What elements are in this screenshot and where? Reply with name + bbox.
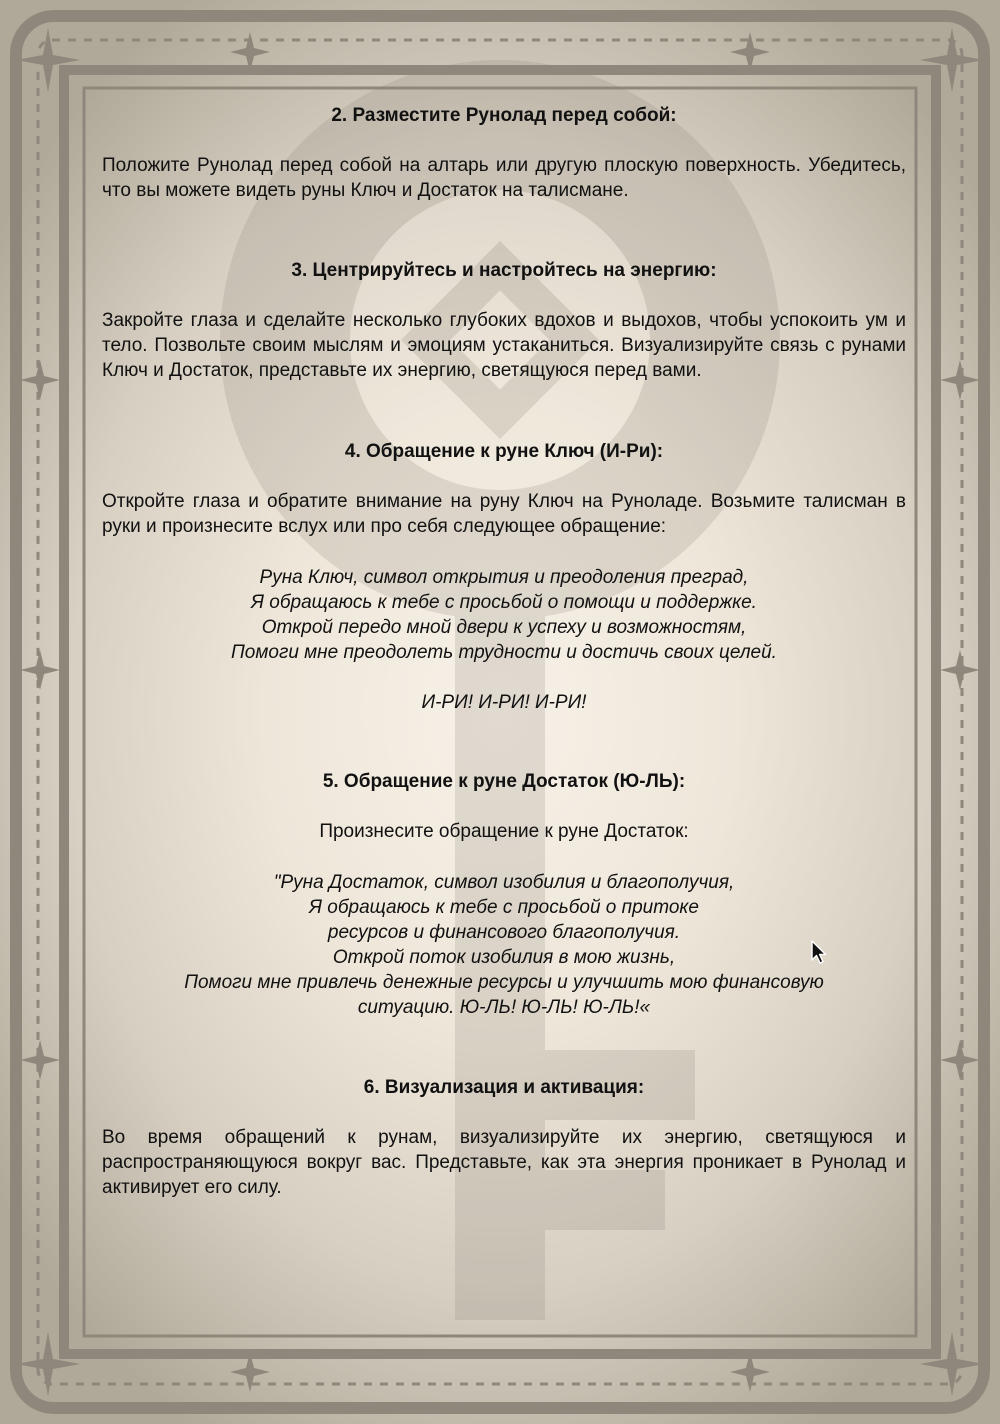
poem-line: ситуацию. Ю-ЛЬ! Ю-ЛЬ! Ю-ЛЬ!« [357,997,651,1018]
poem-line: Руна Ключ, символ открытия и преодоления преград, [259,567,749,588]
poem-line: Открой поток изобилия в мою жизнь, [332,947,676,968]
section-5-intro: Произнесите обращение к руне Достаток: [319,821,689,842]
section-6-paragraph: Во время обращений к рунам, визуализируйте их энергию, светящуюся и распространяющуюся вокруг вас. Представьте, как эта энергия проникает в Рунолад и активирует его силу. [102,1127,906,1198]
section-3-heading: 3. Центрируйтесь и настройтесь на энергию: [291,260,717,281]
poem-line: Я обращаюсь к тебе с просьбой о притоке [309,897,699,918]
section-4-poem [102,565,906,665]
poem-line: ресурсов и финансового благополучия. [327,922,681,943]
mouse-cursor-icon [810,940,828,966]
section-4-paragraph: Откройте глаза и обратите внимание на руну Ключ на Руноладе. Возьмите талисман в руки и произнесите вслух или про себя следующее обращение: [102,491,906,537]
poem-line: Я обращаюсь к тебе с просьбой о помощи и поддержке. [251,592,757,613]
section-6-heading: 6. Визуализация и активация: [363,1077,645,1098]
section-3-paragraph: Закройте глаза и сделайте несколько глубоких вдохов и выдохов, чтобы успокоить ум и тело. Позвольте своим мыслям и эмоциям устаканиться. Визуализируйте связь с рунами Ключ и Достаток, представьте их энергию, светящуюся перед вами. [102,310,906,381]
section-5-heading: 5. Обращение к руне Достаток (Ю-ЛЬ): [322,771,686,792]
section-2-heading: 2. Разместите Рунолад перед собой: [331,105,677,126]
section-4-chant: И-РИ! И-РИ! И-РИ! [421,692,587,713]
poem-line: Открой передо мной двери к успеху и возможностям, [261,617,747,638]
poem-line: "Руна Достаток, символ изобилия и благополучия, [273,872,735,893]
poem-line: Помоги мне привлечь денежные ресурсы и улучшить мою финансовую [184,972,824,993]
section-5-poem [102,870,906,1020]
document-body [102,100,906,1200]
section-2-paragraph: Положите Рунолад перед собой на алтарь или другую плоскую поверхность. Убедитесь, что вы можете видеть руны Ключ и Достаток на талисмане. [102,155,906,201]
poem-line: Помоги мне преодолеть трудности и достичь своих целей. [231,642,777,663]
section-4-heading: 4. Обращение к руне Ключ (И-Ри): [344,441,664,462]
